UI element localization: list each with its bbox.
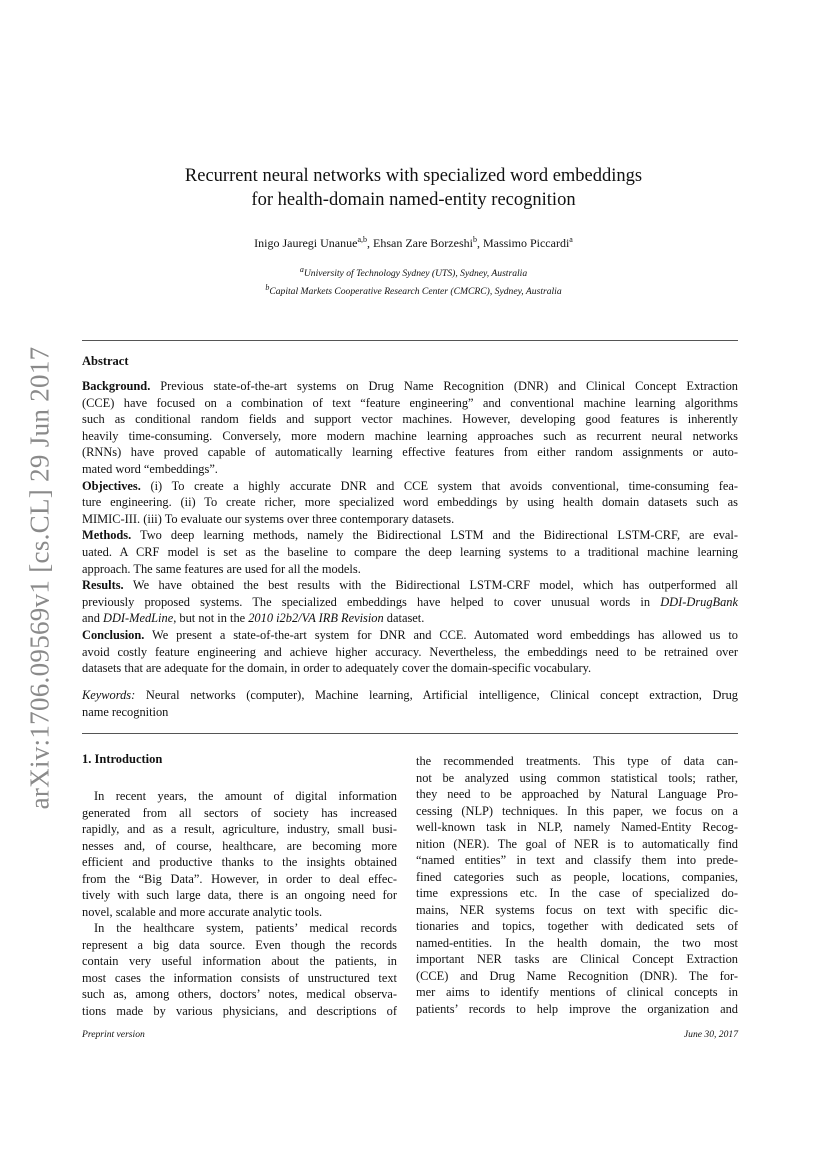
text-line: not be analyzed using common statistical tools; rather, xyxy=(416,770,738,785)
abstract-heading: Abstract xyxy=(82,354,129,368)
text-line xyxy=(82,378,738,395)
abstract-bottom-divider xyxy=(82,733,738,734)
text-segment: previously proposed systems. The specialized embeddings have helped to cover unusual words in xyxy=(82,594,661,609)
abstract-paragraph xyxy=(82,527,738,577)
text-segment: Two deep learning methods, namely the Bidirectional LSTM and the Bidirectional LSTM-CRF, are eval- xyxy=(131,528,738,543)
text-line xyxy=(82,478,738,495)
text-segment: name recognition xyxy=(82,704,169,719)
text-line xyxy=(82,627,738,644)
affiliations xyxy=(0,263,827,299)
footer-date: June 30, 2017 xyxy=(683,1029,738,1040)
text-line xyxy=(82,494,738,511)
text-segment: approach. The same features are used for all the models. xyxy=(82,561,361,576)
text-line: nesses and, of course, healthcare, are becoming more xyxy=(82,838,397,853)
text-segment: (RNNs) have proved capable of automatically learning effective features from either random assignments or auto- xyxy=(82,445,738,460)
paragraph-lead: Methods. xyxy=(82,528,132,543)
text-line: from the “Big Data”. However, in order to deal effec- xyxy=(82,871,397,886)
paragraph-lead: Results. xyxy=(82,578,124,593)
text-segment: heavily time-consuming. Conversely, more modern machine learning approaches such as recurrent neural networks xyxy=(82,428,738,443)
text-line: rapidly, and as a result, agriculture, industry, small busi- xyxy=(82,822,397,836)
text-line xyxy=(82,511,738,528)
text-line xyxy=(82,660,738,677)
text-line: well-known task in NLP, namely Named-Entity Recog- xyxy=(416,820,738,834)
right-column-text xyxy=(416,753,738,1017)
author-affiliation-mark: a,b xyxy=(357,235,367,244)
text-line: fined categories such as people, locations, companies, xyxy=(416,869,738,884)
abstract-paragraph xyxy=(82,577,738,627)
title-line: for health-domain named-entity recognition xyxy=(251,190,576,210)
text-segment: We present a state-of-the-art system for DNR and CCE. Automated word embeddings has allowed us to xyxy=(144,627,738,642)
text-line: “named entities” in text and classify them into prede- xyxy=(416,853,738,867)
text-line: contain very useful information about the patients, in xyxy=(82,954,397,968)
author-name: Ehsan Zare Borzeshi xyxy=(373,236,473,250)
paragraph-lead: Background. xyxy=(82,379,151,393)
body-paragraph xyxy=(82,920,397,1019)
footer-preprint-label: Preprint version xyxy=(82,1029,145,1040)
text-line: tively with such large data, there is an ongoing need for xyxy=(82,888,397,902)
left-column-text xyxy=(82,788,397,1019)
text-line xyxy=(82,444,738,461)
author-affiliation-mark: b xyxy=(472,235,477,244)
text-segment: such as conditional random fields and support vector machines. However, developing good features is inherently xyxy=(82,412,738,427)
text-line: most cases the information consists of unstructured text xyxy=(82,970,397,985)
affiliation-text: Capital Markets Cooperative Research Center (CMCRC), Sydney, Australia xyxy=(269,286,562,298)
text-line xyxy=(82,395,738,412)
text-line: generated from all sectors of society has increased xyxy=(82,805,397,820)
text-line: novel, scalable and more accurate analytic tools. xyxy=(82,904,323,919)
author-name: Massimo Piccardi xyxy=(482,236,570,250)
abstract-paragraph xyxy=(82,378,738,478)
text-segment: ture engineering. (ii) To create richer, more specialized word embeddings by using health domain datasets such as xyxy=(82,495,738,510)
text-line: efficient and productive thanks to the insights obtained xyxy=(82,855,397,869)
text-line: time expressions etc. In the case of specialized do- xyxy=(416,886,738,900)
text-segment: Neural networks (computer), Machine learning, Artificial intelligence, Clinical concept extraction, Drug xyxy=(135,688,738,702)
text-line: mer aims to identify mentions of clinical concepts in xyxy=(416,985,738,999)
text-line xyxy=(82,411,738,428)
text-line: such as, among others, doctors’ notes, medical observa- xyxy=(82,987,397,1001)
text-line xyxy=(82,561,738,578)
author-name: Inigo Jauregi Unanue xyxy=(254,236,358,250)
text-line: (CCE) and Drug Name Recognition (DNR). The for- xyxy=(416,968,738,983)
text-line xyxy=(82,527,738,544)
author-separator: , xyxy=(367,236,373,250)
affiliation-mark: b xyxy=(265,283,270,293)
affiliation-line xyxy=(0,281,827,299)
italic-term: 2010 i2b2/VA IRB Revision xyxy=(248,611,384,626)
text-line: cessing (NLP) techniques. In this paper, we focus on a xyxy=(416,803,738,818)
text-line: tionaries and topics, together with dedicated sets of xyxy=(416,919,738,933)
text-line xyxy=(82,610,738,627)
text-line xyxy=(82,461,738,478)
italic-term: DDI-DrugBank xyxy=(660,594,738,609)
text-line: patients’ records to help improve the organization and xyxy=(416,1001,738,1016)
abstract-paragraph xyxy=(82,627,738,677)
text-line: named-entities. In the health domain, the two most xyxy=(416,935,738,950)
text-line xyxy=(82,644,738,661)
abstract-body xyxy=(82,378,738,677)
text-segment: avoid costly feature engineering and achieve higher accuracy. Nevertheless, the embeddings need to be retrained over xyxy=(82,644,738,659)
affiliation-text: University of Technology Sydney (UTS), Sydney, Australia xyxy=(303,268,528,280)
section-heading-introduction: 1. Introduction xyxy=(82,752,163,766)
paragraph-lead: Conclusion. xyxy=(82,627,145,642)
affiliation-line xyxy=(0,263,827,281)
text-segment: mated word “embeddings”. xyxy=(82,461,218,476)
text-segment: (CCE) have focused on a combination of text “feature engineering” and conventional machine learning algorithms xyxy=(82,395,738,410)
author-separator: , xyxy=(476,236,483,250)
text-line xyxy=(82,544,738,561)
text-line: nition (NER). The goal of NER is to automatically find xyxy=(416,836,738,851)
text-line: In the healthcare system, patients’ medical records xyxy=(94,921,397,935)
affiliation-mark: a xyxy=(299,265,304,274)
text-segment: Previous state-of-the-art systems on Drug Name Recognition (DNR) and Clinical Concept Extraction xyxy=(150,379,738,393)
top-divider xyxy=(82,340,738,341)
paragraph-lead: Keywords: xyxy=(82,688,136,702)
text-segment: dataset. xyxy=(383,611,425,626)
text-segment: datasets that are adequate for the domain, in order to adequately cover the domain-specific vocabulary. xyxy=(82,661,592,676)
text-line: they need to be approached by Natural Language Pro- xyxy=(416,787,738,801)
body-paragraph xyxy=(82,788,397,920)
text-line: represent a big data source. Even though the records xyxy=(82,937,397,952)
text-line xyxy=(82,594,738,611)
text-line: important NER tasks are Clinical Concept Extraction xyxy=(416,952,738,966)
text-segment: and xyxy=(82,611,103,626)
text-line xyxy=(82,428,738,445)
text-line: the recommended treatments. This type of data can- xyxy=(416,754,738,768)
text-line: tions made by various physicians, and descriptions of xyxy=(82,1003,397,1018)
text-segment: , but not in the xyxy=(173,611,249,626)
text-segment: We have obtained the best results with the Bidirectional LSTM-CRF model, which has outperformed all xyxy=(123,578,738,593)
text-line xyxy=(82,577,738,594)
text-line: mains, NER systems focus on text with specific dic- xyxy=(416,902,738,917)
keywords xyxy=(82,687,738,720)
text-line xyxy=(82,704,738,721)
author-list xyxy=(0,235,827,251)
paragraph-lead: Objectives. xyxy=(82,478,141,493)
title-line: Recurrent neural networks with specialized word embeddings xyxy=(184,166,643,186)
text-segment: uated. A CRF model is set as the baseline to compare the deep learning systems to a traditional machine learning xyxy=(82,544,738,559)
text-segment: MIMIC-III. (iii) To evaluate our systems over three contemporary datasets. xyxy=(82,511,455,526)
author-affiliation-mark: a xyxy=(569,235,573,244)
paper-title xyxy=(0,164,827,212)
text-line xyxy=(82,687,738,704)
text-segment: (i) To create a highly accurate DNR and CCE system that avoids conventional, time-consuming fea- xyxy=(140,478,738,493)
arxiv-identifier-stamp: arXiv:1706.09569v1 [cs.CL] 29 Jun 2017 xyxy=(24,346,55,810)
italic-term: DDI-MedLine xyxy=(103,611,174,626)
text-line: In recent years, the amount of digital information xyxy=(94,789,397,803)
abstract-paragraph xyxy=(82,478,738,528)
